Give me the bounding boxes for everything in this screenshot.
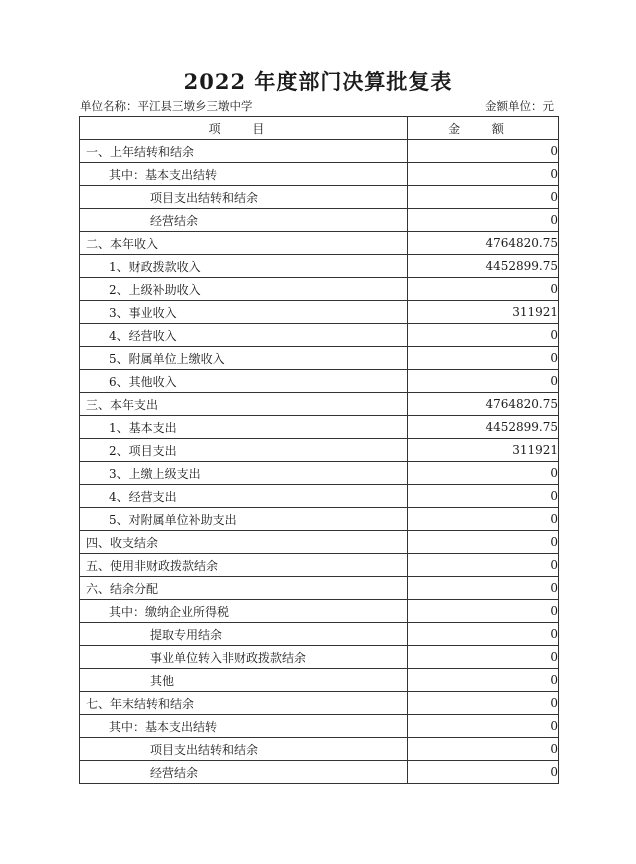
table-row bbox=[80, 508, 559, 531]
table-row bbox=[80, 209, 559, 232]
table-row bbox=[80, 186, 559, 209]
row-item-label: 七、年末结转和结余 bbox=[80, 692, 408, 715]
row-amount: 0 bbox=[408, 646, 559, 669]
table-row bbox=[80, 278, 559, 301]
table-row bbox=[80, 462, 559, 485]
table-row bbox=[80, 439, 559, 462]
table-row bbox=[80, 163, 559, 186]
table-row bbox=[80, 232, 559, 255]
row-amount: 4764820.75 bbox=[408, 393, 559, 416]
row-item-label: 2、上级补助收入 bbox=[80, 278, 408, 301]
table-row bbox=[80, 669, 559, 692]
table-row bbox=[80, 324, 559, 347]
row-amount: 311921 bbox=[408, 301, 559, 324]
row-amount: 0 bbox=[408, 186, 559, 209]
row-amount: 0 bbox=[408, 692, 559, 715]
row-amount: 311921 bbox=[408, 439, 559, 462]
table-row bbox=[80, 554, 559, 577]
row-amount: 0 bbox=[408, 623, 559, 646]
table-row bbox=[80, 347, 559, 370]
table-row bbox=[80, 301, 559, 324]
table-row bbox=[80, 761, 559, 784]
row-amount: 0 bbox=[408, 531, 559, 554]
table-row bbox=[80, 692, 559, 715]
row-amount: 0 bbox=[408, 508, 559, 531]
row-item-label: 项目支出结转和结余 bbox=[80, 186, 408, 209]
row-item-label: 1、基本支出 bbox=[80, 416, 408, 439]
budget-table bbox=[79, 116, 559, 784]
row-item-label: 事业单位转入非财政拨款结余 bbox=[80, 646, 408, 669]
row-item-label: 1、财政拨款收入 bbox=[80, 255, 408, 278]
row-amount: 0 bbox=[408, 209, 559, 232]
row-amount: 0 bbox=[408, 324, 559, 347]
table-row bbox=[80, 738, 559, 761]
row-item-label: 提取专用结余 bbox=[80, 623, 408, 646]
row-item-label: 经营结余 bbox=[80, 761, 408, 784]
row-amount: 0 bbox=[408, 485, 559, 508]
row-amount: 0 bbox=[408, 738, 559, 761]
row-amount: 0 bbox=[408, 163, 559, 186]
row-item-label: 六、结余分配 bbox=[80, 577, 408, 600]
table-row bbox=[80, 577, 559, 600]
row-item-label: 二、本年收入 bbox=[80, 232, 408, 255]
row-item-label: 四、收支结余 bbox=[80, 531, 408, 554]
row-item-label: 2、项目支出 bbox=[80, 439, 408, 462]
row-item-label: 3、上缴上级支出 bbox=[80, 462, 408, 485]
page-title: 2022 年度部门决算批复表 bbox=[183, 69, 453, 94]
row-item-label: 其他 bbox=[80, 669, 408, 692]
row-item-label: 五、使用非财政拨款结余 bbox=[80, 554, 408, 577]
row-amount: 0 bbox=[408, 577, 559, 600]
row-item-label: 其中：缴纳企业所得税 bbox=[80, 600, 408, 623]
row-item-label: 4、经营支出 bbox=[80, 485, 408, 508]
row-amount: 0 bbox=[408, 761, 559, 784]
row-item-label: 5、附属单位上缴收入 bbox=[80, 347, 408, 370]
table-row bbox=[80, 531, 559, 554]
row-item-label: 其中：基本支出结转 bbox=[80, 163, 408, 186]
table-row bbox=[80, 416, 559, 439]
row-amount: 0 bbox=[408, 370, 559, 393]
table-row bbox=[80, 370, 559, 393]
row-amount: 4764820.75 bbox=[408, 232, 559, 255]
row-amount: 0 bbox=[408, 669, 559, 692]
unit-name-label: 单位名称：平江县三墩乡三墩中学 bbox=[80, 99, 253, 113]
table-row bbox=[80, 646, 559, 669]
table-row bbox=[80, 140, 559, 163]
header-item: 项 目 bbox=[80, 117, 408, 140]
row-amount: 0 bbox=[408, 462, 559, 485]
table-row bbox=[80, 715, 559, 738]
row-item-label: 6、其他收入 bbox=[80, 370, 408, 393]
row-item-label: 一、上年结转和结余 bbox=[80, 140, 408, 163]
row-amount: 0 bbox=[408, 347, 559, 370]
table-row bbox=[80, 600, 559, 623]
currency-unit-label: 金额单位：元 bbox=[485, 99, 554, 113]
table-row bbox=[80, 623, 559, 646]
row-amount: 0 bbox=[408, 278, 559, 301]
row-item-label: 经营结余 bbox=[80, 209, 408, 232]
row-item-label: 4、经营收入 bbox=[80, 324, 408, 347]
row-amount: 0 bbox=[408, 715, 559, 738]
table-row bbox=[80, 485, 559, 508]
table-row bbox=[80, 255, 559, 278]
row-item-label: 其中：基本支出结转 bbox=[80, 715, 408, 738]
row-amount: 0 bbox=[408, 140, 559, 163]
row-amount: 0 bbox=[408, 554, 559, 577]
row-item-label: 3、事业收入 bbox=[80, 301, 408, 324]
row-amount: 0 bbox=[408, 600, 559, 623]
row-amount: 4452899.75 bbox=[408, 416, 559, 439]
table-header-row bbox=[80, 117, 559, 140]
row-item-label: 5、对附属单位补助支出 bbox=[80, 508, 408, 531]
row-item-label: 三、本年支出 bbox=[80, 393, 408, 416]
table-body bbox=[80, 140, 559, 784]
header-amount: 金 额 bbox=[408, 117, 559, 140]
row-amount: 4452899.75 bbox=[408, 255, 559, 278]
row-item-label: 项目支出结转和结余 bbox=[80, 738, 408, 761]
table-row bbox=[80, 393, 559, 416]
